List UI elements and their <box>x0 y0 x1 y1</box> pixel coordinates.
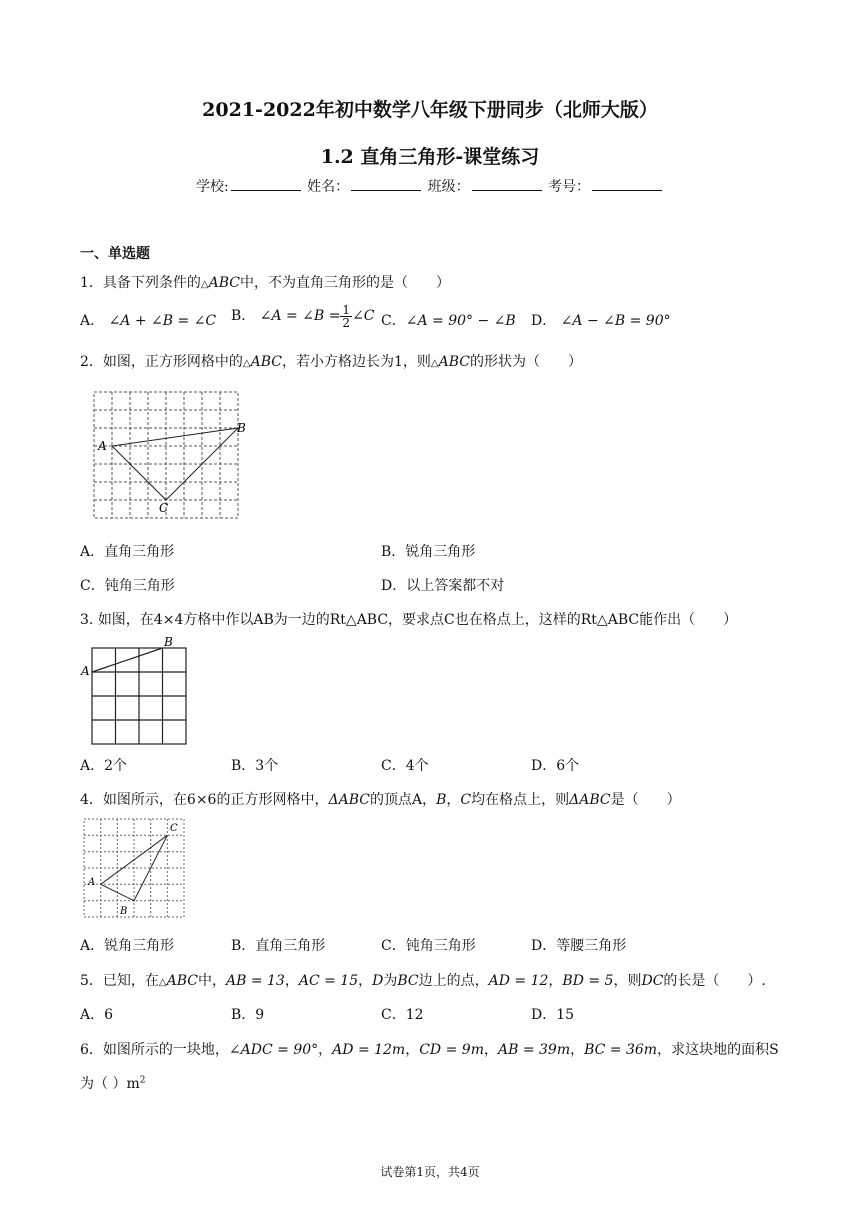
question-2-option-c[interactable]: C．钝角三角形 <box>80 578 175 594</box>
school-field[interactable] <box>231 178 301 191</box>
question-4-option-a[interactable]: A．锐角三角形 <box>80 938 175 954</box>
question-3-option-a[interactable]: A．2个 <box>80 758 128 774</box>
label-a: A <box>81 664 90 678</box>
label-a: A <box>88 877 96 888</box>
question-4-figure <box>80 815 190 921</box>
question-6-stem: 6．如图所示的一块地，∠ADC = 90°，AD = 12m，CD = 9m，AB = 39m，BC = 36m，求这块地的面积S <box>80 1042 779 1058</box>
class-label: 班级： <box>427 179 470 195</box>
page-footer: 试卷第1页，共4页 <box>380 1165 480 1179</box>
question-5-option-b[interactable]: B．9 <box>231 1007 265 1023</box>
dashed-grid <box>94 392 238 518</box>
question-5-option-c[interactable]: C．12 <box>381 1007 424 1023</box>
name-field[interactable] <box>351 178 421 191</box>
label-b: B <box>164 635 173 649</box>
question-3-figure <box>80 632 192 748</box>
question-1-option-b[interactable]: B． ∠A = ∠B = $\frac{1}{2}$ ∠C <box>231 302 375 330</box>
page-title: 2021-2022年初中数学八年级下册同步（北师大版） <box>202 99 658 121</box>
solid-grid <box>92 648 186 744</box>
question-1-option-a[interactable]: A． ∠A + ∠B = ∠C <box>80 313 217 329</box>
school-label: 学校: <box>195 179 229 195</box>
page-subtitle: 1.2 直角三角形-课堂练习 <box>320 146 540 168</box>
question-3-option-d[interactable]: D．6个 <box>531 758 580 774</box>
question-1-option-c[interactable]: C．∠A = 90° − ∠B <box>381 313 516 329</box>
id-field[interactable] <box>592 178 662 191</box>
question-5-stem: 5．已知，在△ABC中，AB = 13，AC = 15，D为BC边上的点，AD = 12，BD = 5，则DC的长是（ ）. <box>80 973 766 989</box>
question-2-option-d[interactable]: D．以上答案都不对 <box>381 578 505 594</box>
question-2-stem: 2．如图，正方形网格中的△ABC，若小方格边长为1，则△ABC的形状为（ ） <box>80 354 582 370</box>
question-4-option-d[interactable]: D．等腰三角形 <box>531 938 627 954</box>
label-c: C <box>159 501 169 515</box>
question-2-option-a[interactable]: A．直角三角形 <box>80 544 175 560</box>
question-5-option-d[interactable]: D．15 <box>531 1007 575 1023</box>
question-1-stem: 1．具备下列条件的△ABC中，不为直角三角形的是（ ） <box>80 275 450 291</box>
student-info-line <box>0 176 860 196</box>
question-5-option-a[interactable]: A．6 <box>80 1007 114 1023</box>
dashed-grid <box>84 819 184 917</box>
label-a: A <box>98 439 107 453</box>
question-4-option-c[interactable]: C．钝角三角形 <box>381 938 476 954</box>
question-4-stem: 4．如图所示，在6×6的正方形网格中，ΔABC的顶点A，B，C均在格点上，则ΔABC是（ ） <box>80 792 681 808</box>
section-title: 一、单选题 <box>80 246 150 262</box>
id-label: 考号： <box>548 179 591 195</box>
question-3-option-b[interactable]: B．3个 <box>231 758 279 774</box>
label-b: B <box>237 421 246 435</box>
question-3-option-c[interactable]: C．4个 <box>381 758 429 774</box>
name-label: 姓名： <box>307 179 350 195</box>
segment-ab <box>92 648 163 672</box>
question-3-stem: 3. 如图，在4×4方格中作以AB为一边的Rt△ABC，要求点C也在格点上，这样的Rt△ABC能作出（ ） <box>80 612 738 628</box>
label-c: C <box>170 823 178 834</box>
question-2-option-b[interactable]: B．锐角三角形 <box>381 544 476 560</box>
class-field[interactable] <box>472 178 542 191</box>
question-4-option-b[interactable]: B．直角三角形 <box>231 938 326 954</box>
question-1-option-d[interactable]: D． ∠A − ∠B = 90° <box>531 313 671 329</box>
question-6-stem-cont: 为（ ）$m^2$ <box>80 1075 146 1092</box>
label-b: B <box>120 906 128 917</box>
question-2-figure <box>86 388 252 522</box>
